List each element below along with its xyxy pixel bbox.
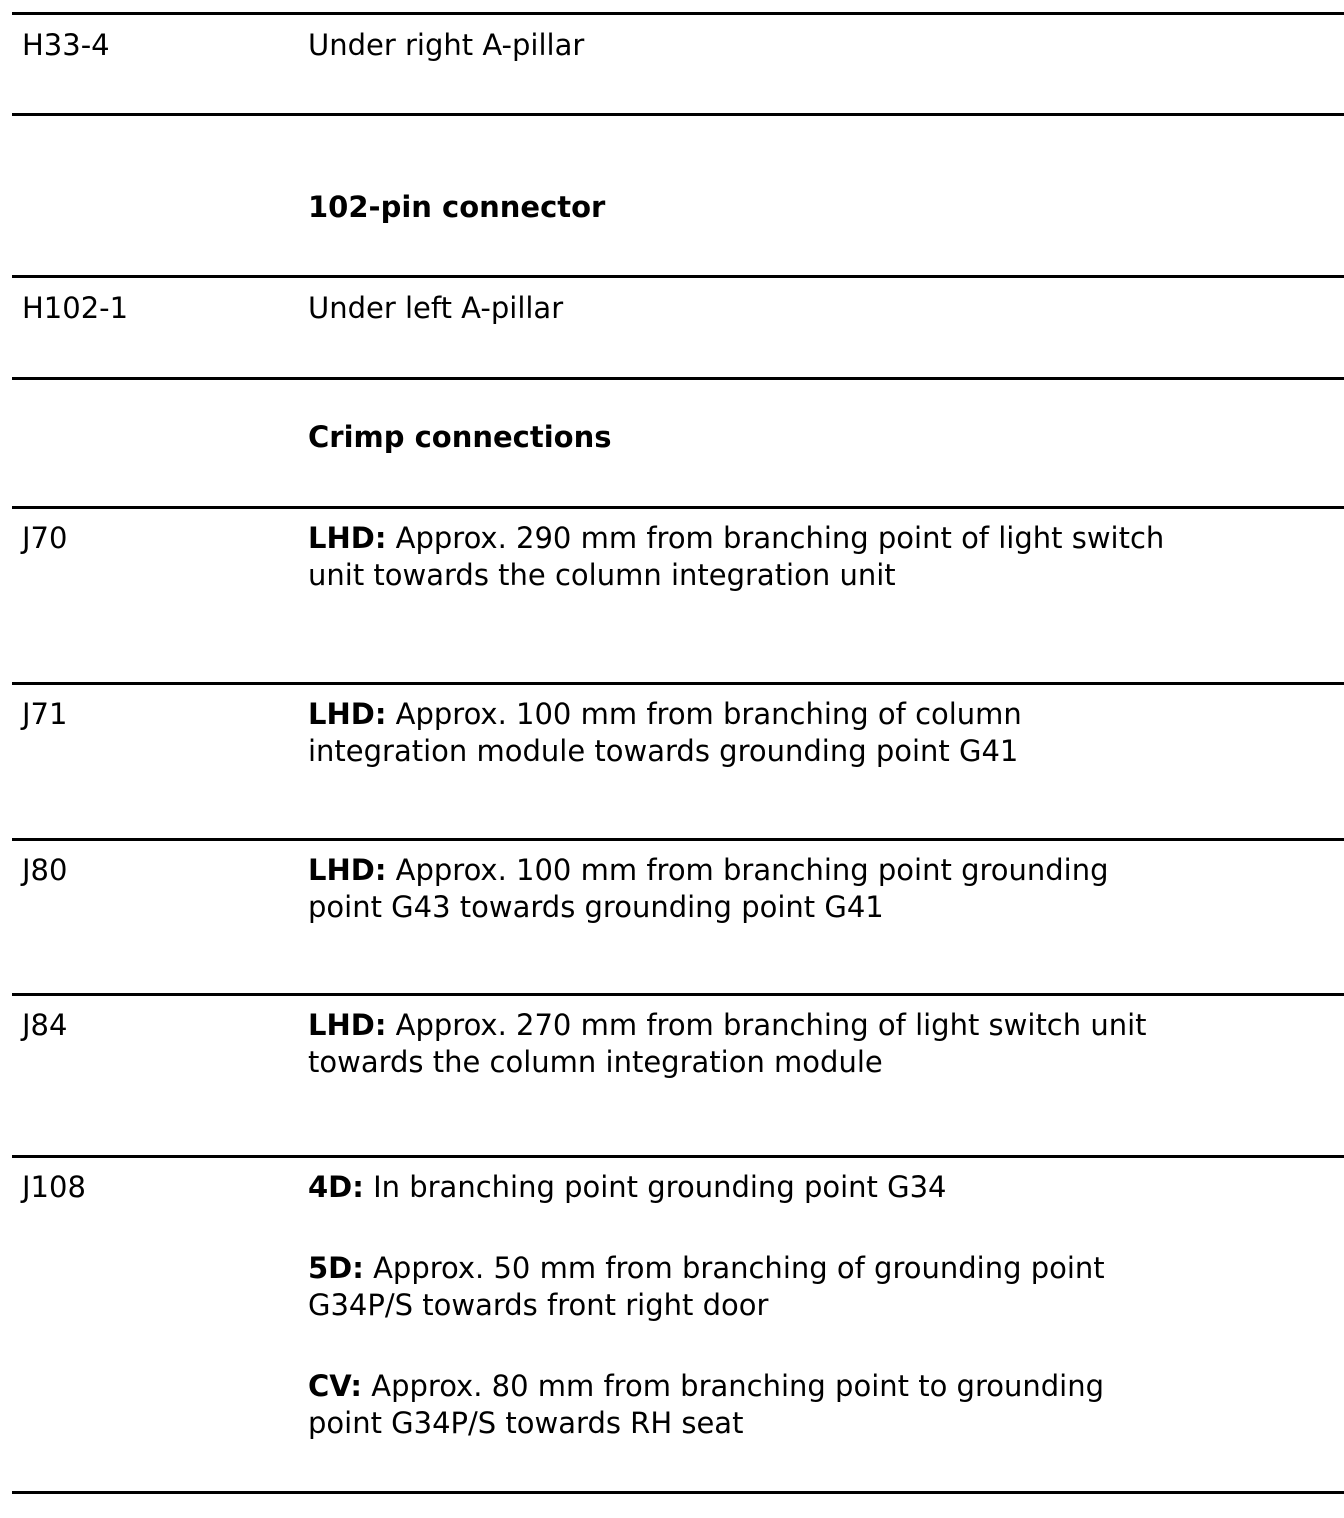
- table-rule: [12, 838, 1344, 841]
- row-code: H102-1: [22, 291, 129, 325]
- row-code: J84: [22, 1008, 68, 1042]
- row-text: In branching point grounding point G34: [363, 1170, 947, 1204]
- row-text: Approx. 270 mm from branching of light switch unit towards the column integration module: [308, 1008, 1147, 1079]
- row-description: [308, 852, 1178, 926]
- table-rule: [12, 993, 1344, 996]
- table-rule: [12, 275, 1344, 278]
- row-prefix: LHD:: [308, 697, 387, 731]
- row-code: J71: [22, 697, 68, 731]
- row-description: [308, 1007, 1178, 1081]
- row-prefix: LHD:: [308, 521, 387, 555]
- row-prefix: CV:: [308, 1369, 363, 1403]
- row-code: J80: [22, 853, 68, 887]
- row-code: H33-4: [22, 28, 110, 62]
- table-rule: [12, 12, 1344, 15]
- row-prefix: 4D:: [308, 1170, 364, 1204]
- section-heading-crimp: Crimp connections: [308, 420, 612, 454]
- table-rule: [12, 1491, 1344, 1494]
- row-description: [308, 520, 1178, 594]
- row-text: Approx. 50 mm from branching of grounding point G34P/S towards front right door: [308, 1251, 1105, 1322]
- variant-entry-cv: [308, 1368, 1178, 1442]
- row-description: [308, 696, 1178, 770]
- variant-entry-5d: [308, 1250, 1178, 1324]
- row-text: Approx. 80 mm from branching point to grounding point G34P/S towards RH seat: [308, 1369, 1105, 1440]
- variant-entry-4d: [308, 1169, 1178, 1206]
- row-text: Approx. 100 mm from branching of column integration module towards grounding point G41: [308, 697, 1022, 768]
- table-rule: [12, 682, 1344, 685]
- row-description: Under right A-pillar: [308, 28, 585, 62]
- row-description: Under left A-pillar: [308, 291, 564, 325]
- row-prefix: LHD:: [308, 1008, 387, 1042]
- row-code: J108: [22, 1170, 86, 1204]
- row-code: J70: [22, 521, 68, 555]
- row-description: [308, 1169, 1178, 1442]
- table-rule: [12, 506, 1344, 509]
- row-prefix: LHD:: [308, 853, 387, 887]
- table-rule: [12, 113, 1344, 116]
- table-rule: [12, 377, 1344, 380]
- table-rule: [12, 1155, 1344, 1158]
- row-prefix: 5D:: [308, 1251, 364, 1285]
- row-text: Approx. 100 mm from branching point grounding point G43 towards grounding point G41: [308, 853, 1109, 924]
- row-text: Approx. 290 mm from branching point of light switch unit towards the column integration unit: [308, 521, 1165, 592]
- section-heading-102-pin: 102-pin connector: [308, 190, 606, 224]
